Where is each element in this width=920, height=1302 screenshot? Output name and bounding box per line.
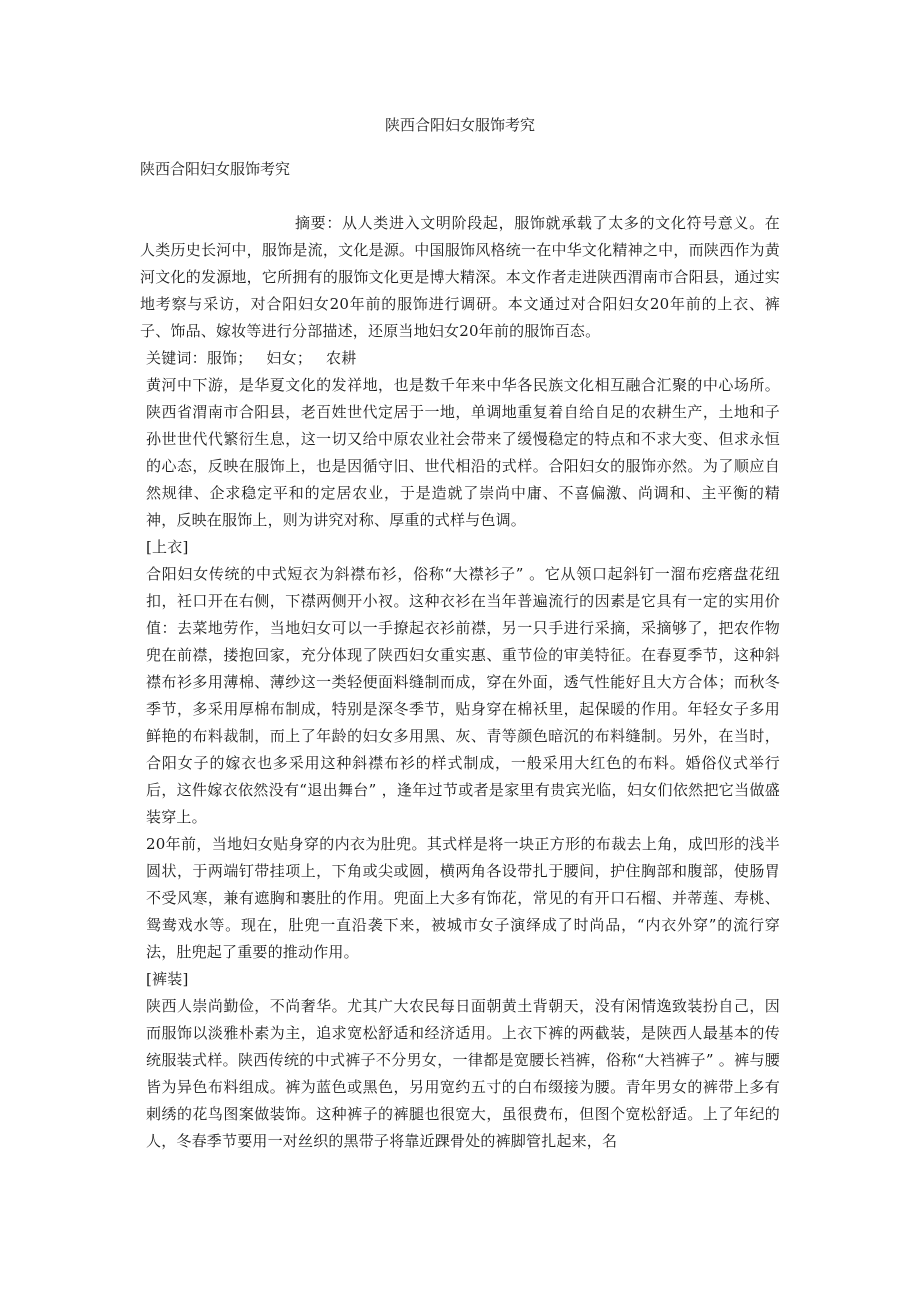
document-title: 陕西合阳妇女服饰考究 <box>384 116 535 134</box>
document-body <box>140 210 780 1155</box>
document-subtitle: 陕西合阳妇女服饰考究 <box>140 160 291 178</box>
keyword-item: 妇女； <box>266 349 313 367</box>
trousers-paragraph-1: 陕西人崇尚勤俭，不尚奢华。尤其广大农民每日面朝黄土背朝天，没有闲情逸致装扮自己，因而服饰以淡雅朴素为主，追求宽松舒适和经济适用。上衣下裤的两截装，是陕西人最基本的传统服装式样。陕西传统的中式裤子不分男女，一律都是宽腰长裆裤，俗称“大裆裤子” 。裤与腰皆为异色布料组成。裤为蓝色或黑色，另用宽约五寸的白布缀接为腰。青年男女的裤带上多有刺绣的花鸟图案做装饰。这种裤子的裤腿也很宽大，虽很费布，但图个宽松舒适。上了年纪的人，冬春季节要用一对丝织的黑带子将靠近踝骨处的裤脚管扎起来，名 <box>146 997 780 1150</box>
keyword-item: 农耕 <box>326 349 357 367</box>
keyword-item: 服饰； <box>206 349 253 367</box>
keywords-line <box>140 345 780 372</box>
abstract-paragraph: 摘要：从人类进入文明阶段起，服饰就承载了太多的文化符号意义。在人类历史长河中，服饰是流，文化是源。中国服饰风格统一在中华文化精神之中，而陕西作为黄河文化的发源地，它所拥有的服饰文化更是博大精深。本文作者走进陕西渭南市合阳县，通过实地考察与采访，对合阳妇女20年前的服饰进行调研。本文通过对合阳妇女20年前的上衣、裤子、饰品、嫁妆等进行分部描述，还原当地妇女20年前的服饰百态。 <box>140 214 780 340</box>
tops-paragraph-2: 20年前，当地妇女贴身穿的内衣为肚兜。其式样是将一块正方形的布裁去上角，成凹形的浅半圆状，于两端钉带挂项上，下角或尖或圆，横两角各设带扎于腰间，护住胸部和腹部，使肠胃不受风寒，兼有遮胸和裹肚的作用。兜面上大多有饰花，常见的有开口石榴、并蒂莲、寿桃、鸳鸯戏水等。现在，肚兜一直沿袭下来，被城市女子演绎成了时尚品，“内衣外穿”的流行穿法，肚兜起了重要的推动作用。 <box>146 835 780 961</box>
keywords-label: 关键词： <box>146 349 207 367</box>
intro-paragraph: 黄河中下游，是华夏文化的发祥地，也是数千年来中华各民族文化相互融合汇聚的中心场所。陕西省渭南市合阳县，老百姓世代定居于一地，单调地重复着自给自足的农耕生产，土地和子孙世世代代繁衍生息，这一切又给中原农业社会带来了缓慢稳定的特点和不求大变、但求永恒的心态，反映在服饰上，也是因循守旧、世代相沿的式样。合阳妇女的服饰亦然。为了顺应自然规律、企求稳定平和的定居农业，于是造就了崇尚中庸、不喜偏激、尚调和、主平衡的精神，反映在服饰上，则为讲究对称、厚重的式样与色调。 <box>146 376 780 529</box>
tops-paragraph-1: 合阳妇女传统的中式短衣为斜襟布衫，俗称“大襟衫子” 。它从领口起斜钉一溜布疙瘩盘花纽扣，衽口开在右侧，下襟两侧开小衩。这种衣衫在当年普遍流行的因素是它具有一定的实用价值：去菜地劳作，当地妇女可以一手撩起衣衫前襟，另一只手进行采摘，采摘够了，把农作物兜在前襟，搂抱回家，充分体现了陕西妇女重实惠、重节俭的审美特征。在春夏季节，这种斜襟布衫多用薄棉、薄纱这一类轻便面料缝制而成，穿在外面，透气性能好且大方合体；而秋冬季节，多采用厚棉布制成，特别是深冬季节，贴身穿在棉袄里，起保暖的作用。年轻女子多用鲜艳的布料裁制，而上了年龄的妇女多用黑、灰、青等颜色暗沉的布料缝制。另外，在当时，合阳女子的嫁衣也多采用这种斜襟布衫的样式制成，一般采用大红色的布料。婚俗仪式举行后，这件嫁衣依然没有“退出舞台” ，逢年过节或者是家里有贵宾光临，妇女们依然把它当做盛装穿上。 <box>146 565 780 826</box>
section-heading-tops: [上衣] <box>146 538 189 556</box>
section-heading-trousers: [裤装] <box>146 970 189 988</box>
